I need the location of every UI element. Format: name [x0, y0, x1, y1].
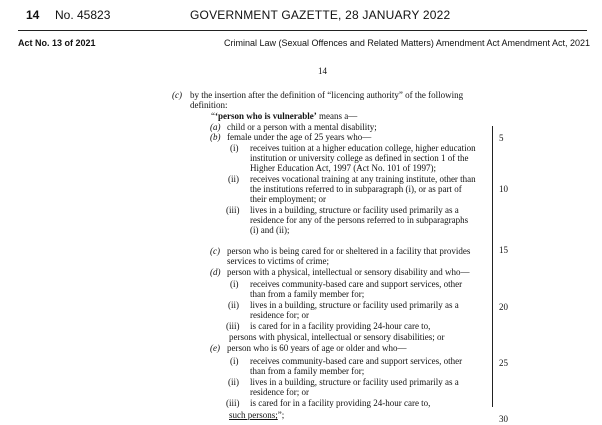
subitem-label: (i) — [230, 143, 239, 153]
closing-line — [229, 410, 284, 420]
text-line: receives community-based care and support services, other — [250, 356, 463, 366]
item-label: (a) — [210, 122, 221, 132]
subitem-label: (iii) — [226, 321, 240, 331]
line-number: 15 — [499, 245, 508, 255]
text-line: lives in a building, structure or facility used primarily as a — [250, 205, 459, 215]
line-number: 20 — [499, 302, 508, 312]
text-line: (i) and (ii); — [250, 225, 290, 235]
text-line: institution or university college as defined in section 1 of the — [250, 153, 469, 163]
item-label: (d) — [210, 267, 221, 277]
subitem-label: (i) — [230, 279, 239, 289]
defined-term: ‘person who is vulnerable’ — [215, 111, 317, 121]
subitem-label: (ii) — [228, 174, 239, 184]
text-line: than from a family member for; — [250, 366, 365, 376]
definition-means: means a— — [316, 111, 358, 121]
page-number: 14 — [26, 8, 40, 22]
text-line: their employment; or — [250, 194, 326, 204]
text-line: receives vocational training at any training institute, other than — [250, 174, 476, 184]
text-line: definition: — [190, 100, 228, 110]
closing-quote: ”; — [277, 410, 285, 420]
text-line: persons with physical, intellectual or sensory disabilities; or — [229, 332, 445, 342]
text-line: lives in a building, structure or facility used primarily as a — [250, 300, 459, 310]
item-label: (c) — [210, 246, 220, 256]
line-number: 25 — [499, 358, 508, 368]
text-line: residence for any of the persons referred to in subparagraphs — [250, 215, 469, 225]
underlined-text: such persons; — [229, 410, 278, 420]
open-quote: “ — [211, 111, 215, 121]
line-number: 5 — [499, 133, 504, 143]
margin-rule — [492, 126, 493, 407]
subitem-label: (iii) — [226, 205, 240, 215]
text-line: person who is being cared for or sheltered in a facility that provides — [227, 246, 471, 256]
text-line: services to victims of crime; — [227, 256, 329, 266]
act-title: Criminal Law (Sexual Offences and Related Matters) Amendment Act Amendment Act, 2021 — [224, 38, 591, 48]
issue-number: No. 45823 — [55, 8, 111, 22]
text-line: than from a family member for; — [250, 289, 365, 299]
text-line: child or a person with a mental disability; — [227, 122, 377, 132]
subitem-label: (i) — [230, 356, 239, 366]
item-label: (e) — [210, 343, 220, 353]
subitem-label: (ii) — [228, 300, 239, 310]
line-number: 10 — [499, 184, 508, 194]
subitem-label: (ii) — [228, 377, 239, 387]
subitem-label: (iii) — [226, 398, 240, 408]
text-line: the institutions referred to in subparagraph (i), or as part of — [250, 184, 462, 194]
line-number: 30 — [499, 414, 508, 424]
paragraph-label: (c) — [172, 90, 182, 100]
header-rule — [18, 30, 587, 31]
text-line: female under the age of 25 years who— — [227, 132, 372, 142]
text-line: Higher Education Act, 1997 (Act No. 101 of 1997); — [250, 163, 436, 173]
act-number: Act No. 13 of 2021 — [18, 38, 96, 48]
text-line: lives in a building, structure or facility used primarily as a — [250, 377, 459, 387]
item-label: (b) — [210, 132, 221, 142]
text-line: receives community-based care and support services, other — [250, 279, 463, 289]
page-marker: 14 — [318, 66, 327, 76]
text-line: is cared for in a facility providing 24-hour care to, — [250, 321, 431, 331]
text-line: residence for; or — [250, 387, 309, 397]
gazette-title: GOVERNMENT GAZETTE, 28 JANUARY 2022 — [190, 8, 451, 22]
text-line: person with a physical, intellectual or sensory disability and who— — [227, 267, 470, 277]
text-line: is cared for in a facility providing 24-hour care to, — [250, 398, 431, 408]
gazette-header — [0, 0, 602, 34]
definition-heading — [211, 111, 357, 121]
text-line: by the insertion after the definition of “licencing authority” of the following — [190, 90, 464, 100]
text-line: receives tuition at a higher education college, higher education — [250, 143, 476, 153]
text-line: residence for; or — [250, 310, 309, 320]
text-line: person who is 60 years of age or older and who— — [227, 343, 407, 353]
